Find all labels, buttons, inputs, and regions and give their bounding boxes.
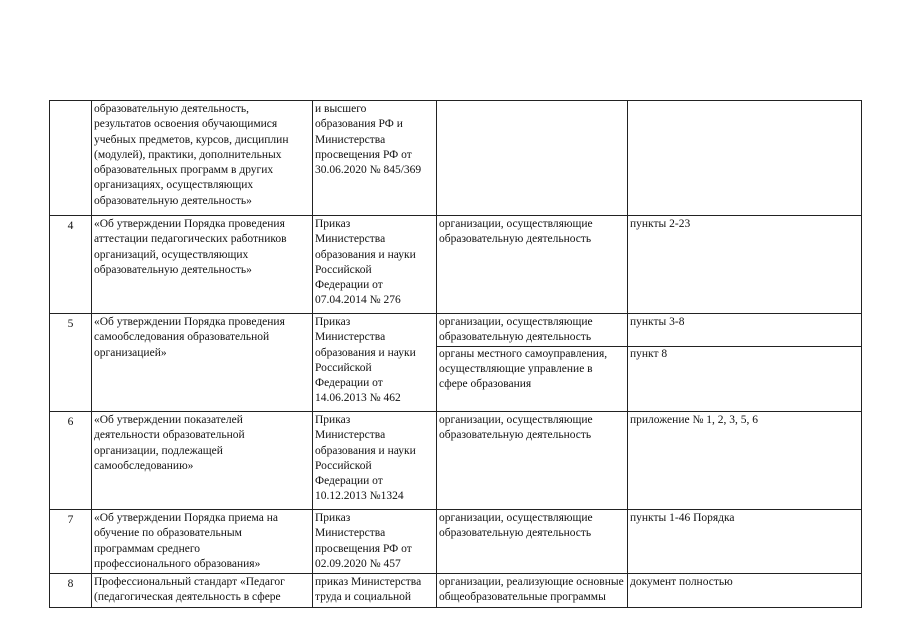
subject-cell [437, 216, 628, 314]
text-line: осуществляющие управление в [439, 362, 593, 375]
document-title-cell [92, 314, 313, 412]
row-number: 5 [50, 314, 92, 412]
legal-act-cell [313, 314, 437, 412]
table-row [50, 314, 862, 412]
text-line: образовательную деятельность [439, 527, 592, 540]
row-number: 4 [50, 216, 92, 314]
text-line: самообследования образовательной [94, 331, 270, 344]
text-line: образовательных программ в других [94, 164, 274, 177]
text-line: «Об утверждении Порядка проведения [94, 218, 285, 230]
text-line: пункты 1-46 Порядка [630, 512, 735, 524]
text-line: Российской [315, 263, 372, 276]
text-line: обучение по образовательным [94, 527, 242, 540]
text-line: «Об утверждении показателей [94, 414, 243, 426]
legal-act-cell [313, 574, 437, 608]
text-line: Федерации от [315, 279, 383, 292]
text-line: Приказ [315, 316, 351, 328]
row-number: 6 [50, 412, 92, 510]
row-number: 7 [50, 510, 92, 574]
text-line: 02.09.2020 № 457 [315, 557, 401, 570]
text-line: образовательную деятельность» [94, 263, 252, 276]
text-line: Министерства [315, 233, 386, 246]
subject-subcell [437, 315, 627, 347]
text-line: (педагогическая деятельность в сфере [94, 591, 281, 604]
text-line: организацией» [94, 346, 167, 359]
subject-cell [437, 412, 628, 510]
text-line: 07.04.2014 № 276 [315, 294, 401, 307]
text-line: образования РФ и [315, 118, 403, 131]
text-line: программам среднего [94, 542, 201, 555]
scope-cell [628, 101, 862, 216]
text-line: «Об утверждении Порядка приема на [94, 512, 278, 524]
text-line: организаций, осуществляющих [94, 248, 249, 261]
scope-cell [628, 216, 862, 314]
scope-cell [628, 510, 862, 574]
text-line: пункт 8 [630, 347, 668, 360]
text-line: образовательную деятельность» [94, 194, 252, 207]
document-title-cell [92, 510, 313, 574]
subject-cell [437, 574, 628, 608]
text-line: учебных предметов, курсов, дисциплин [94, 133, 289, 146]
table-row [50, 510, 862, 574]
subject-cell [437, 510, 628, 574]
text-line: сфере образования [439, 378, 532, 391]
text-line: организации, осуществляющие [439, 512, 593, 524]
scope-subcell [630, 347, 859, 362]
text-line: Министерства [315, 527, 386, 540]
text-line: образования и науки [315, 346, 416, 359]
text-line: организации, осуществляющие [439, 218, 593, 230]
text-line: Российской [315, 459, 372, 472]
scope-cell [628, 412, 862, 510]
text-line: организации, подлежащей [94, 444, 223, 457]
document-title-cell [92, 216, 313, 314]
text-line: «Об утверждении Порядка проведения [94, 316, 285, 328]
text-line: организациях, осуществляющих [94, 179, 254, 192]
text-line: самообследованию» [94, 459, 194, 472]
text-line: органы местного самоуправления, [439, 347, 608, 360]
legal-act-cell [313, 510, 437, 574]
text-line: деятельности образовательной [94, 429, 245, 442]
legal-act-cell [313, 216, 437, 314]
text-line: результатов освоения обучающимися [94, 118, 278, 131]
text-line: Приказ [315, 512, 351, 524]
text-line: Приказ [315, 414, 351, 426]
text-line: 30.06.2020 № 845/369 [315, 164, 422, 177]
table-row [50, 216, 862, 314]
document-title-cell [92, 412, 313, 510]
subject-cell [437, 314, 628, 412]
text-line: организации, осуществляющие [439, 414, 593, 426]
document-title-cell [92, 574, 313, 608]
text-line: просвещения РФ от [315, 542, 412, 555]
text-line: организации, осуществляющие [439, 316, 593, 328]
table-row [50, 101, 862, 216]
text-line: (модулей), практики, дополнительных [94, 148, 282, 161]
text-line: Федерации от [315, 475, 383, 488]
text-line: образовательную деятельность [439, 429, 592, 442]
text-line: пункты 2-23 [630, 218, 691, 230]
text-line: образования и науки [315, 248, 416, 261]
text-line: Министерства [315, 133, 386, 146]
text-line: организации, реализующие основные [439, 576, 624, 589]
text-line: и высшего [315, 103, 367, 115]
text-line: Министерства [315, 429, 386, 442]
subject-cell [437, 101, 628, 216]
regulations-table [49, 100, 862, 608]
text-line: общеобразовательные программы [439, 591, 606, 604]
subject-subcell [439, 347, 625, 393]
text-line: приказ Министерства [315, 576, 422, 589]
text-line: образовательную деятельность [439, 331, 592, 344]
text-line: 14.06.2013 № 462 [315, 392, 401, 405]
row-number [50, 101, 92, 216]
text-line: труда и социальной [315, 591, 412, 604]
text-line: Российской [315, 361, 372, 374]
text-line: Приказ [315, 218, 351, 230]
text-line: Профессиональный стандарт «Педагог [94, 576, 285, 589]
text-line: образования и науки [315, 444, 416, 457]
table-row [50, 412, 862, 510]
text-line: аттестации педагогических работников [94, 233, 287, 246]
text-line: образовательную деятельность [439, 233, 592, 246]
text-line: образовательную деятельность, [94, 103, 250, 115]
text-line: просвещения РФ от [315, 148, 412, 161]
text-line: профессионального образования» [94, 557, 261, 570]
legal-act-cell [313, 412, 437, 510]
row-number: 8 [50, 574, 92, 608]
text-line: Федерации от [315, 377, 383, 390]
table-row [50, 574, 862, 608]
text-line: пункты 3-8 [630, 316, 685, 328]
text-line: 10.12.2013 №1324 [315, 490, 404, 503]
scope-cell [628, 314, 862, 412]
legal-act-cell [313, 101, 437, 216]
text-line: приложение № 1, 2, 3, 5, 6 [630, 414, 759, 426]
text-line: Министерства [315, 331, 386, 344]
text-line: документ полностью [630, 576, 733, 589]
document-title-cell [92, 101, 313, 216]
scope-subcell [628, 315, 861, 347]
scope-cell [628, 574, 862, 608]
